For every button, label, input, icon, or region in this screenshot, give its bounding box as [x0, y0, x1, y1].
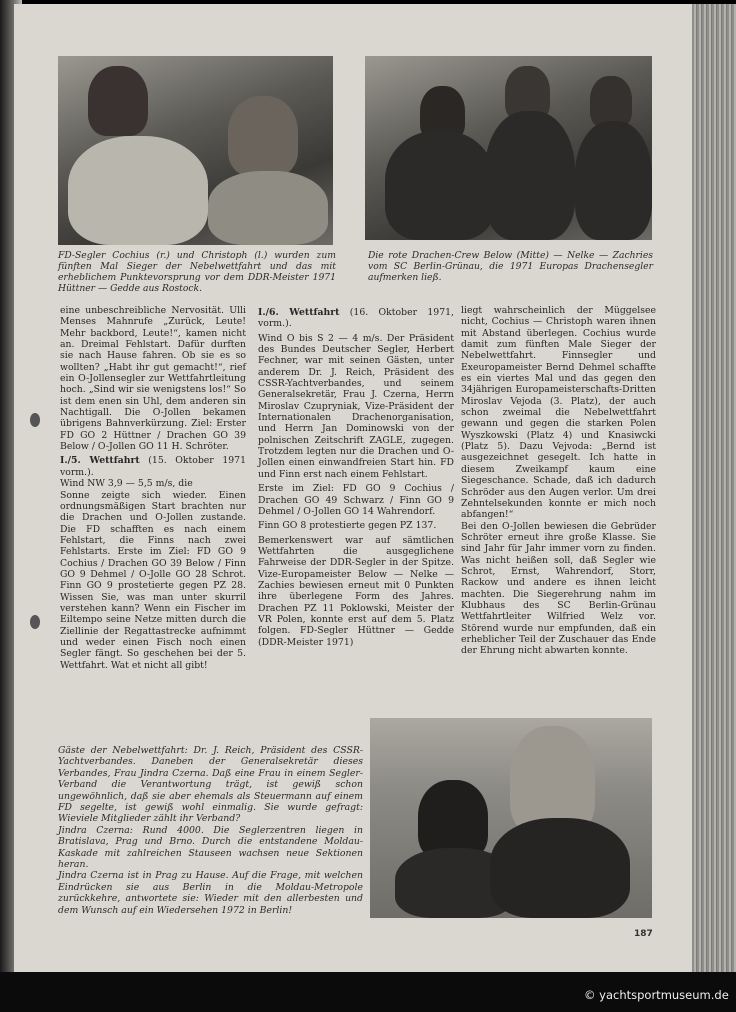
- paragraph: Bei den O-Jollen bewiesen die Gebrüder Schröter erneut ihre große Klasse. Sie sind Jahr für Jahr immer vorn zu finden. Was nicht heißen soll, daß Segler wie Schrot, Ernst, Wahrendorf, Storr, Rackow und andere es ihnen leicht machten. Die Siegerehrung nahm im Klubhaus des SC Berlin-Grünau Wettfahrtleiter Wilfried Welz vor. Störend wurde nur empfunden, daß ein erheblicher Teil der Zuschauer das Ende der Ehrung nicht abwarten konnte.: [461, 520, 656, 657]
- paragraph: Finn GO 8 protestierte gegen PZ 137.: [258, 520, 437, 532]
- caption-paragraph: Jindra Czerna: Rund 4000. Die Seglerzentren liegen in Bratislava, Prag und Brno. Durch die entstandene Moldau-Kaskade mit zahlreichen Stauseen wachsen neue Sektionen heran.: [58, 824, 363, 871]
- paragraph: Wind NW 3,9 — 5,5 m/s, die: [60, 478, 193, 490]
- paragraph: liegt wahrscheinlich der Müggelsee nicht, Cochius — Christoph waren ihnen mit Abstand überlegen. Cochius wurde damit zum fünften Male Sieger der Nebelwettfahrt. Finnsegler und Exeuropameister Bernd Dehmel schaffte es ein viertes Mal und das gegen den 34jährigen Europameisterschafts-Dritten Miroslav Vejoda (3. Platz), der auch schon zweimal die Nebelwettfahrt gewann und gegen die starken Polen Wyszkowski (Platz 4) und Knasiwcki (Platz 5). Dazu Vejvoda: „Bernd ist ausgezeichnet gesegelt. Ich hatte in diesem Zweikampf kaum eine Siegeschance. Schade, daß ich dadurch Schröder aus den Augen verlor. Um drei Zehntelsekunden konnte er mich noch abfangen!“: [461, 305, 656, 521]
- heading-wettfahrt-5: [60, 455, 246, 478]
- paragraph: eine unbeschreibliche Nervosität. Ulli Menses Mahnrufe „Zurück, Leute! Mehr backbord, Leute!“, kamen nicht an. Dreimal Fehlstart. Dafür durften sie nach Hause fahren. Ob sie es so wollten? „Habt ihr gut gemacht!“, rief ein O-Jollensegler zur Wettfahrtleitung hoch. „Sind wir sie wenigstens los!“ So ist dem enen sin Uhl, dem anderen sin Nachtigall. Die O-Jollen bekamen übrigens Bahnverkürzung. Ziel: Erster FD GO 2 Hüttner / Drachen GO 39 Below / O-Jollen GO 11 H. Schröter.: [60, 305, 246, 453]
- photo-drachen-crew: [365, 56, 652, 240]
- heading-date: (16. Oktober 1971, vorm.).: [258, 307, 454, 330]
- photo2-caption: Die rote Drachen-Crew Below (Mitte) — Nelke — Zachries vom SC Berlin-Grünau, die 1971 Europas Drachensegler aufmerken ließ.: [368, 250, 653, 283]
- binding-hole: [30, 413, 40, 427]
- page-number: 187: [634, 929, 653, 939]
- photo1-caption: FD-Segler Cochius (r.) und Christoph (l.) wurden zum fünften Mal Sieger der Nebelwettfahrt und das mit erheblichem Punktevorsprung vor dem DDR-Meister 1971 Hüttner — Gedde aus Rostock.: [58, 250, 336, 294]
- photo-cochius-christoph: [58, 56, 333, 245]
- book-page-edges: [692, 4, 736, 972]
- photo3-caption: [58, 745, 363, 916]
- paragraph: Wind O bis S 2 — 4 m/s. Der Präsident des Bundes Deutscher Segler, Herbert Fechner, war mit seinen Gästen, unter anderem Dr. J. Reich, Präsident des CSSR-Yachtverbandes, und seinem Generalsekretär, Frau J. Czerna, Herrn Miroslav Czupryniak, Vize-Präsident der Internationalen Drachenorganisation, und Herrn Jan Dominowski von der polnischen Zeitschrift ZAGLE, zugegen. Trotzdem legten nur die Drachen und O-Jollen einen einwandfreien Start hin. FD und Finn erst nach einem Fehlstart.: [258, 332, 454, 480]
- paragraph: Bemerkenswert war auf sämtlichen Wettfahrten die ausgeglichene Fahrweise der DDR-Segler in der Spitze. Vize-Europameister Below — Nelke — Zachies bewiesen erneut mit 0 Punkten ihre überlegene Form des Jahres. Drachen PZ 11 Poklowski, Meister der VR Polen, konnte erst auf dem 5. Platz folgen. FD-Segler Hüttner — Gedde (DDR-Meister 1971): [258, 534, 454, 648]
- heading-title: I./6. Wettfahrt: [258, 307, 340, 318]
- paragraph: Erste im Ziel: FD GO 9 Cochius / Drachen GO 49 Schwarz / Finn GO 9 Dehmel / O-Jollen GO 14 Wahrendorf.: [258, 483, 454, 517]
- caption-paragraph: Jindra Czerna ist in Prag zu Hause. Auf die Frage, mit welchen Eindrücken sie aus Berlin in die Moldau-Metropole zurückkehre, antwortete sie: Wieder mit den allerbesten und dem Wunsch auf ein Wiedersehen 1972 in Berlin!: [58, 870, 363, 916]
- watermark: © yachtsportmuseum.de: [584, 988, 729, 1002]
- text-column-middle: [258, 307, 454, 651]
- heading-title: I./5. Wettfahrt: [60, 455, 140, 467]
- heading-date: (15. Oktober 1971 vorm.).: [60, 455, 246, 478]
- binding-hole: [30, 615, 40, 629]
- photo-reich-czerna: [370, 718, 652, 918]
- caption-paragraph: Gäste der Nebelwettfahrt: Dr. J. Reich, Präsident des CSSR-Yachtverbandes. Daneben der Generalsekretär dieses Verbandes, Frau Jindra Czerna. Daß eine Frau in einem Segler-Verband die Verantwortung trägt, ist gewiß schon ungewöhnlich, daß sie aber ehemals als Steuermann auf einem FD segelte, ist gewiß wohl einmalig. Sie wurde gefragt: Wieviele Mitglieder zählt ihr Verband?: [58, 745, 363, 825]
- heading-wettfahrt-6: [258, 307, 454, 330]
- paragraph: Sonne zeigte sich wieder. Einen ordnungsmäßigen Start brachten nur die Drachen und O-Jollen zustande. Die FD schafften es nach einem Fehlstart, die Finns nach zwei Fehlstarts. Erste im Ziel: FD GO 9 Cochius / Drachen GO 39 Below / Finn GO 9 Dehmel / O-Jolle GO 28 Schrot. Finn GO 9 prostetierte gegen PZ 28. Wissen Sie, was man unter skurril verstehen kann? Wenn ein Fischer im Eiltempo seine Netze mitten durch die Ziellinie der Regattastrecke aufnimmt und weder einen Fisch noch einen Segler fängt. So geschehen bei der 5. Wettfahrt. Wat et nicht all gibt!: [60, 489, 246, 671]
- text-column-right: [461, 305, 656, 660]
- text-column-left: [60, 305, 246, 674]
